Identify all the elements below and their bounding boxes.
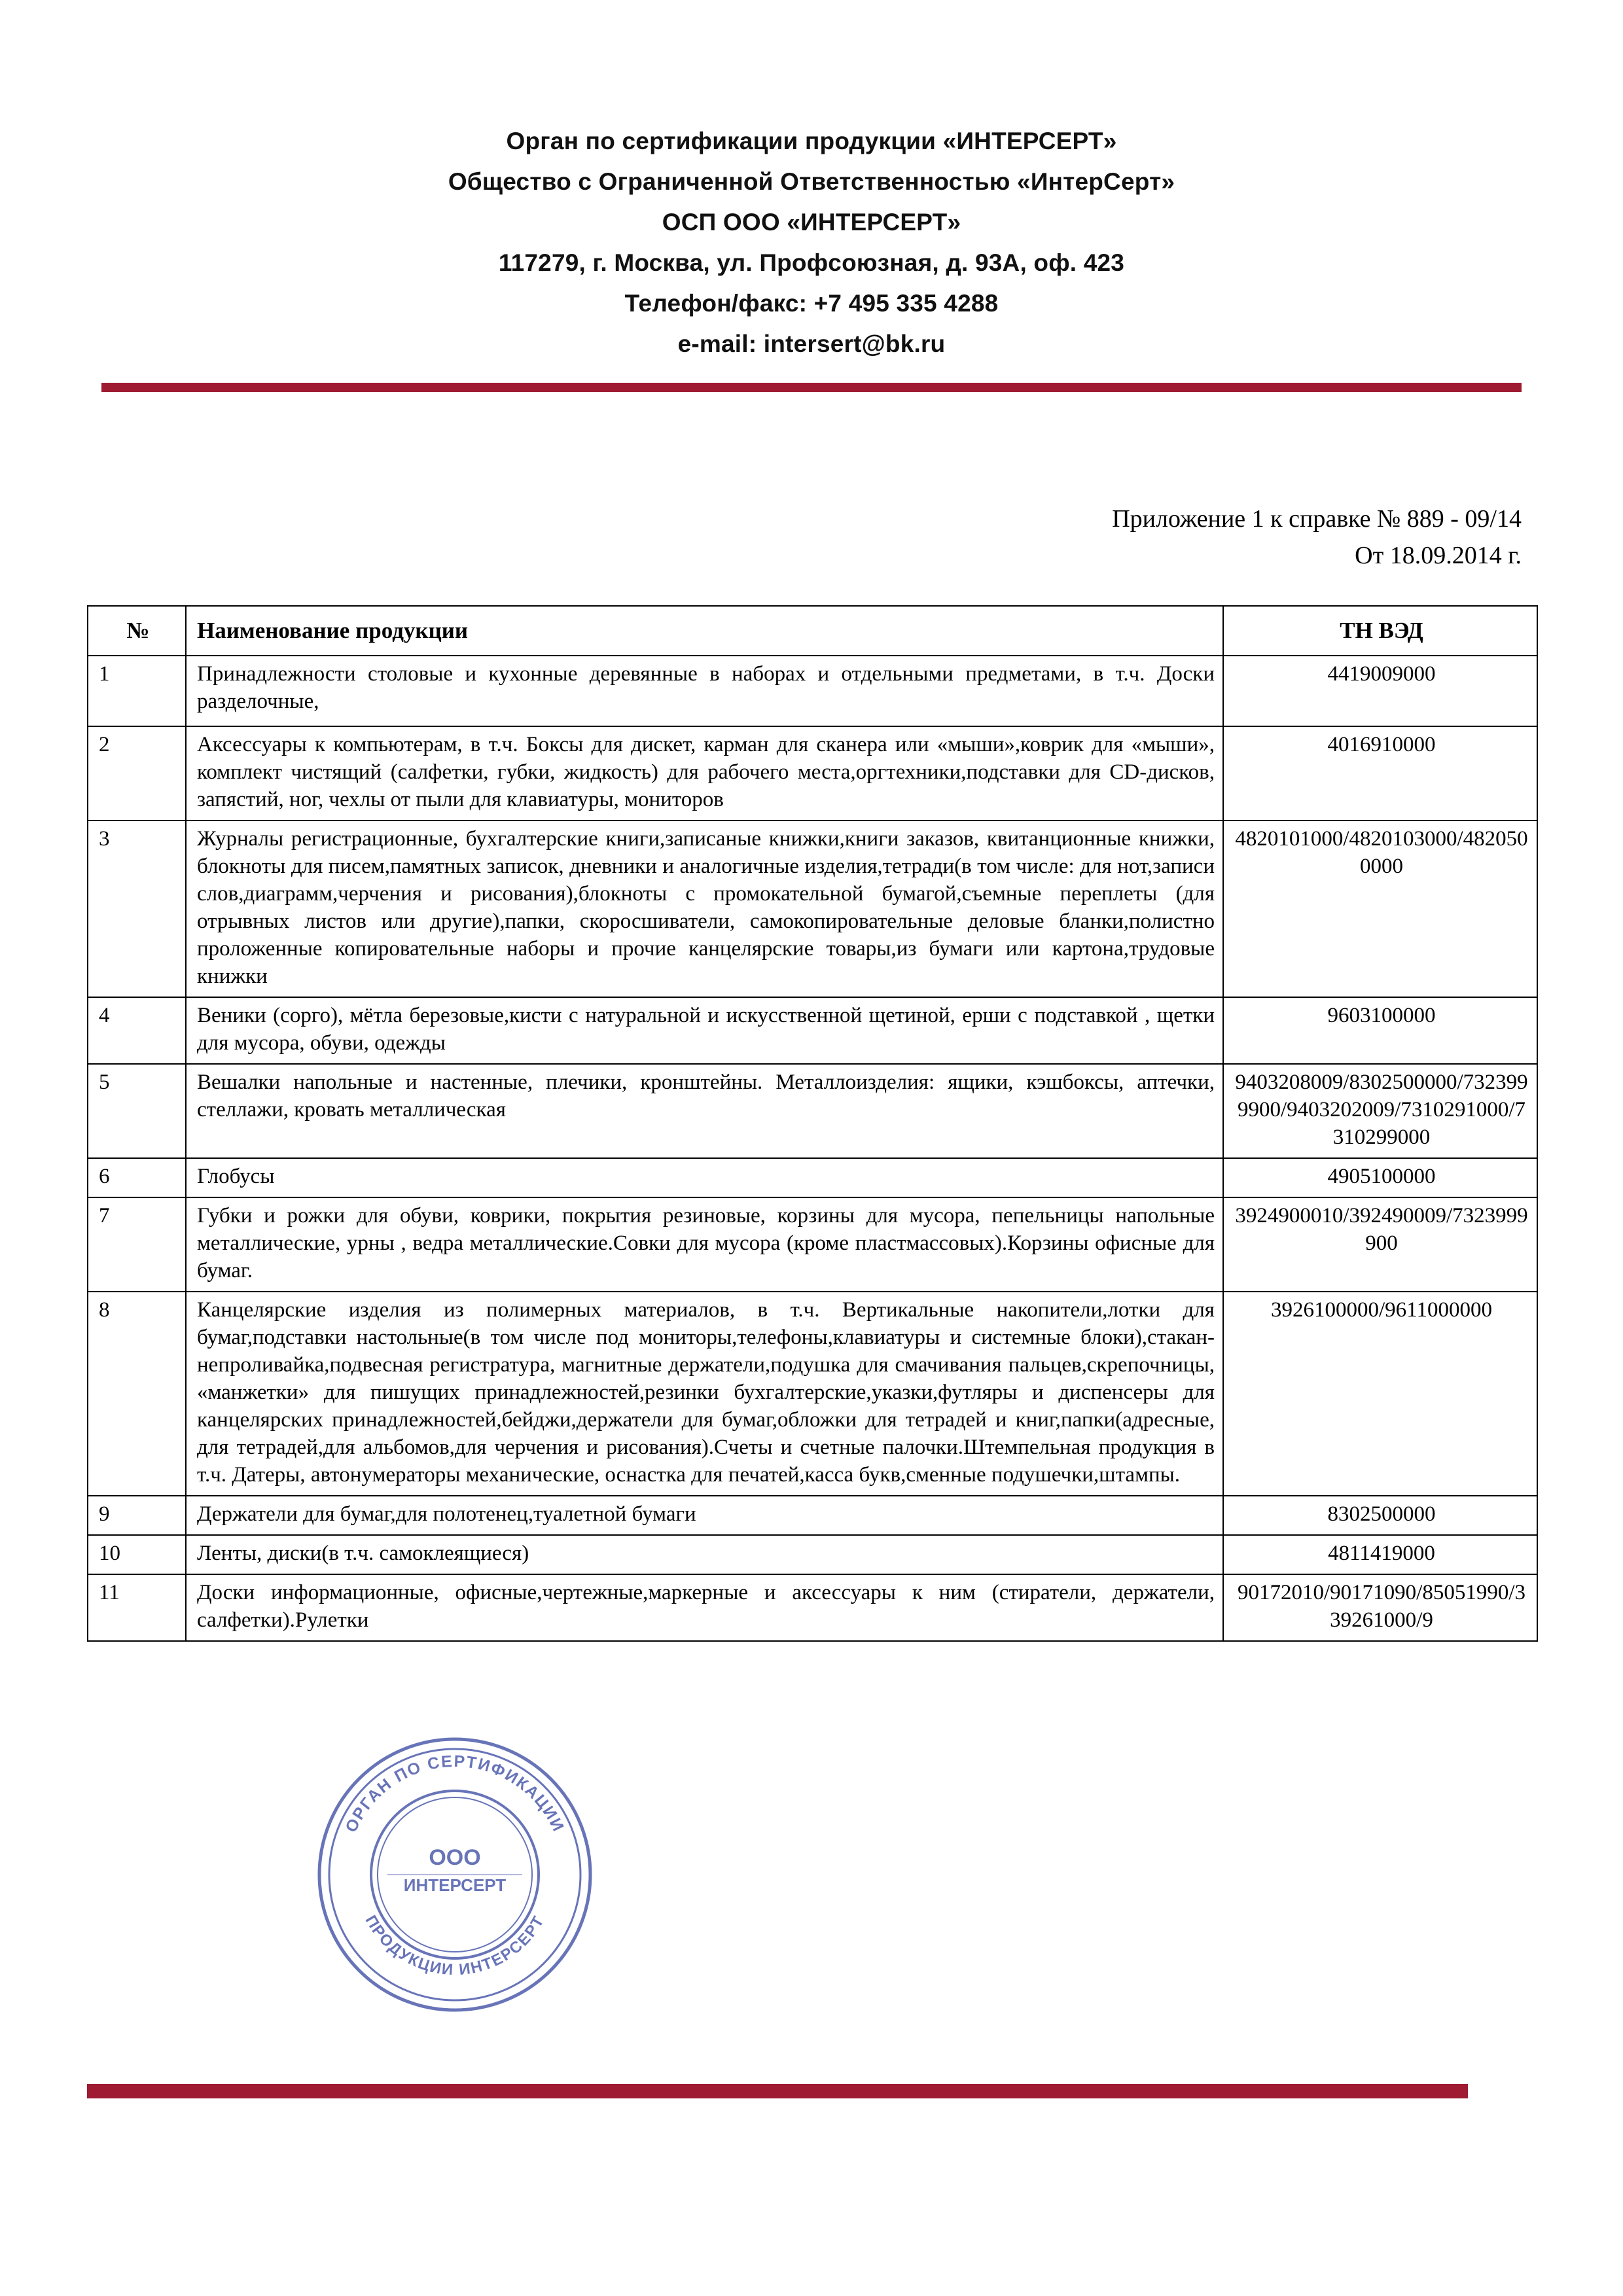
table-row: [88, 821, 1537, 997]
row-tnved-code: 9603100000: [1223, 997, 1537, 1064]
row-product-name: Губки и рожки для обуви, коврики, покрытия резиновые, корзины для мусора, пепельницы напольные металлические, урны , ведра металлические.Совки для мусора (кроме пластмассовых).Корзины офисные для бумаг.: [186, 1197, 1223, 1292]
table-row: [88, 1292, 1537, 1496]
row-tnved-code: 3926100000/9611000000: [1223, 1292, 1537, 1496]
svg-text:ПРОДУКЦИИ ИНТЕРСЕРТ: ПРОДУКЦИИ ИНТЕРСЕРТ: [361, 1912, 548, 1979]
row-number: 11: [88, 1574, 186, 1641]
letterhead-line-4: 117279, г. Москва, ул. Профсоюзная, д. 93А, оф. 423: [498, 249, 1125, 276]
svg-text:ООО: ООО: [429, 1845, 481, 1870]
row-tnved-code: 4820101000/4820103000/4820500000: [1223, 821, 1537, 997]
row-tnved-code: 4905100000: [1223, 1158, 1537, 1197]
row-product-name: Канцелярские изделия из полимерных материалов, в т.ч. Вертикальные накопители,лотки для бумаг,подставки настольные(в том числе под мониторы,телефоны,клавиатуры и системные блоки),стакан-непроливайка,подвесная регистратура, магнитные держатели,подушка для смачивания пальцев,скрепочницы, «манжетки» для пишущих принадлежностей,резинки бухгалтерские,указки,футляры и диспенсеры для канцелярских принадлежностей,бейджи,держатели для бумаг,обложки для тетрадей и книг,папки(адресные, для тетрадей,для альбомов,для черчения и рисования).Счеты и счетные палочки.Штемпельная продукция в т.ч. Датеры, автонумераторы механические, оснастка для печатей,касса букв,сменные подушечки,штампы.: [186, 1292, 1223, 1496]
products-table-wrapper: [87, 605, 1537, 1642]
row-product-name: Журналы регистрационные, бухгалтерские книги,записаные книжки,книги заказов, квитанционные книжки, блокноты для писем,памятных записок, дневники и аналогичные изделия,тетради(в том числе: для нот,записи слов,диаграмм,черчения и рисования),блокноты с промокательной бумагой,съемные переплеты (для отрывных листов или другие),папки, скоросшиватели, самокопировательные деловые бланки,полистно проложенные копировательные наборы и прочие канцелярские товары,из бумаги или картона,трудовые книжки: [186, 821, 1223, 997]
letterhead: [0, 121, 1623, 364]
row-number: 8: [88, 1292, 186, 1496]
products-table: [87, 605, 1538, 1642]
row-tnved-code: 4419009000: [1223, 656, 1537, 726]
row-product-name: Доски информационные, офисные,чертежные,маркерные и аксессуары к ним (стиратели, держатели, салфетки).Рулетки: [186, 1574, 1223, 1641]
header-divider-rule: [101, 383, 1522, 392]
column-header-product-name: Наименование продукции: [186, 606, 1223, 656]
row-product-name: Глобусы: [186, 1158, 1223, 1197]
table-row: [88, 1496, 1537, 1535]
row-product-name: Веники (сорго), мётла березовые,кисти с натуральной и искусственной щетиной, ерши с подставкой , щетки для мусора, обуви, одежды: [186, 997, 1223, 1064]
row-number: 10: [88, 1535, 186, 1574]
row-tnved-code: 9403208009/8302500000/7323999900/9403202009/7310291000/7310299000: [1223, 1064, 1537, 1158]
letterhead-line-2: Общество с Ограниченной Ответственностью «ИнтерСерт»: [448, 168, 1175, 195]
svg-text:ИНТЕРСЕРТ: ИНТЕРСЕРТ: [403, 1875, 507, 1895]
table-row: [88, 1158, 1537, 1197]
letterhead-line-5: Телефон/факс: +7 495 335 4288: [624, 290, 999, 317]
table-row: [88, 1197, 1537, 1292]
row-tnved-code: 4016910000: [1223, 726, 1537, 821]
footer-divider-rule: [87, 2084, 1468, 2098]
certification-stamp: [314, 1734, 596, 2015]
row-number: 1: [88, 656, 186, 726]
table-row: [88, 997, 1537, 1064]
row-number: 3: [88, 821, 186, 997]
table-row: [88, 1064, 1537, 1158]
row-product-name: Ленты, диски(в т.ч. самоклеящиеся): [186, 1535, 1223, 1574]
row-product-name: Держатели для бумаг,для полотенец,туалетной бумаги: [186, 1496, 1223, 1535]
svg-text:ОРГАН ПО СЕРТИФИКАЦИИ: ОРГАН ПО СЕРТИФИКАЦИИ: [342, 1752, 568, 1835]
row-number: 6: [88, 1158, 186, 1197]
table-row: [88, 1535, 1537, 1574]
row-number: 5: [88, 1064, 186, 1158]
row-tnved-code: 90172010/90171090/85051990/339261000/9: [1223, 1574, 1537, 1641]
table-header-row: [88, 606, 1537, 656]
appendix-line-1: Приложение 1 к справке № 889 - 09/14: [1112, 505, 1522, 533]
row-product-name: Аксессуары к компьютерам, в т.ч. Боксы для дискет, карман для сканера или «мыши»,коврик для «мыши», комплект чистящий (салфетки, губки, жидкость) для рабочего места,оргтехники,подставки для CD-дисков, запястий, ног, чехлы от пыли для клавиатуры, мониторов: [186, 726, 1223, 821]
table-row: [88, 1574, 1537, 1641]
letterhead-email: e-mail: intersert@bk.ru: [677, 330, 946, 357]
row-tnved-code: 8302500000: [1223, 1496, 1537, 1535]
row-tnved-code: 3924900010/392490009/7323999900: [1223, 1197, 1537, 1292]
column-header-tnved: ТН ВЭД: [1223, 606, 1537, 656]
row-number: 7: [88, 1197, 186, 1292]
appendix-reference: [1112, 501, 1522, 574]
products-table-body: [88, 656, 1537, 1641]
row-number: 9: [88, 1496, 186, 1535]
table-row: [88, 726, 1537, 821]
column-header-number: №: [88, 606, 186, 656]
table-row: [88, 656, 1537, 726]
row-number: 4: [88, 997, 186, 1064]
letterhead-line-3: ОСП ООО «ИНТЕРСЕРТ»: [662, 209, 961, 236]
row-tnved-code: 4811419000: [1223, 1535, 1537, 1574]
row-product-name: Принадлежности столовые и кухонные деревянные в наборах и отдельными предметами, в т.ч. Доски разделочные,: [186, 656, 1223, 726]
letterhead-line-1: Орган по сертификации продукции «ИНТЕРСЕРТ»: [506, 128, 1117, 154]
row-product-name: Вешалки напольные и настенные, плечики, кронштейны. Металлоизделия: ящики, кэшбоксы, аптечки, стеллажи, кровать металлическая: [186, 1064, 1223, 1158]
appendix-line-2: От 18.09.2014 г.: [1355, 542, 1522, 569]
row-number: 2: [88, 726, 186, 821]
